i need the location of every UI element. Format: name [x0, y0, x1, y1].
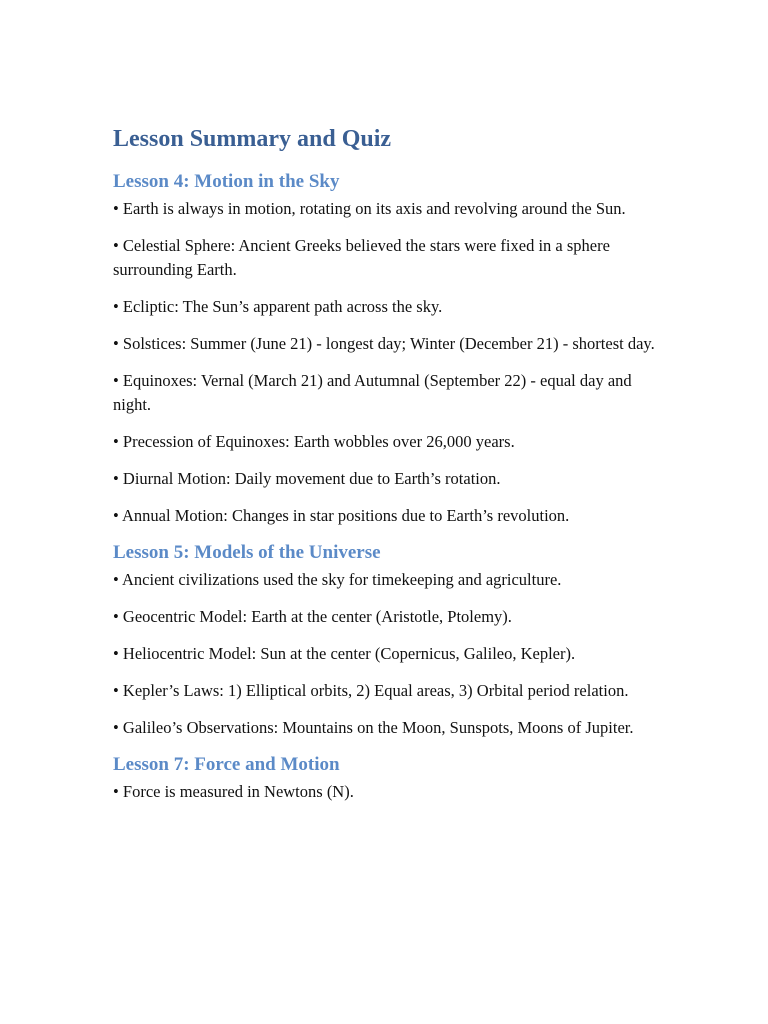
- bullet-item: • Ancient civilizations used the sky for timekeeping and agriculture.: [113, 570, 562, 589]
- document-page: [113, 123, 658, 817]
- bullet-item: • Diurnal Motion: Daily movement due to Earth’s rotation.: [113, 469, 501, 488]
- section-heading: Lesson 7: Force and Motion: [113, 754, 340, 775]
- section-lesson-4: [113, 169, 658, 528]
- bullet-item: • Heliocentric Model: Sun at the center (Copernicus, Galileo, Kepler).: [113, 644, 576, 663]
- section-heading: Lesson 5: Models of the Universe: [113, 542, 381, 563]
- bullet-item: • Equinoxes: Vernal (March 21) and Autumnal (September 22) - equal day and night.: [113, 371, 632, 414]
- bullet-item: • Earth is always in motion, rotating on its axis and revolving around the Sun.: [113, 199, 626, 218]
- page-title: Lesson Summary and Quiz: [113, 126, 392, 152]
- section-heading: Lesson 4: Motion in the Sky: [113, 171, 340, 192]
- bullet-item: • Precession of Equinoxes: Earth wobbles over 26,000 years.: [113, 432, 515, 451]
- bullet-item: • Kepler’s Laws: 1) Elliptical orbits, 2) Equal areas, 3) Orbital period relation.: [113, 681, 629, 700]
- bullet-item: • Annual Motion: Changes in star positions due to Earth’s revolution.: [113, 506, 570, 525]
- bullet-item: • Solstices: Summer (June 21) - longest day; Winter (December 21) - shortest day.: [113, 334, 655, 353]
- bullet-item: • Galileo’s Observations: Mountains on the Moon, Sunspots, Moons of Jupiter.: [113, 718, 634, 737]
- bullet-item: • Ecliptic: The Sun’s apparent path across the sky.: [113, 297, 443, 316]
- section-lesson-5: [113, 540, 658, 740]
- section-lesson-7: [113, 752, 658, 804]
- bullet-item: • Force is measured in Newtons (N).: [113, 782, 354, 801]
- bullet-item: • Geocentric Model: Earth at the center (Aristotle, Ptolemy).: [113, 607, 512, 626]
- bullet-item: • Celestial Sphere: Ancient Greeks believed the stars were fixed in a sphere surrounding Earth.: [113, 236, 610, 279]
